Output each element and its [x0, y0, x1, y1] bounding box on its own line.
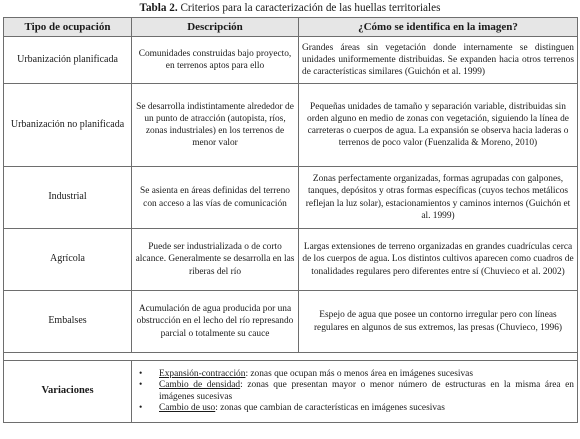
variation-text: : zonas que ocupan más o menos área en imágenes sucesivas	[245, 369, 473, 380]
spacer-cell	[4, 353, 578, 361]
table-row	[4, 37, 578, 84]
variation-term: Cambio de densidad	[159, 380, 241, 391]
caption-label: Tabla 2.	[139, 2, 178, 14]
bullet-icon: •	[139, 402, 143, 413]
table-row	[4, 84, 578, 167]
variation-term: Expansión-contracción	[159, 369, 246, 380]
variation-text: : zonas que presentan mayor o menor número de estructuras en la misma área en imágenes sucesivas	[159, 380, 574, 402]
variation-term: Cambio de uso	[159, 402, 216, 413]
row-type: Agrícola	[4, 229, 132, 291]
caption-text: Criterios para la caracterización de las huellas territoriales	[180, 2, 441, 14]
row-identification: Zonas perfectamente organizadas, formas agrupadas con galpones, tanques, depósitos y otras formas específicas (cuyos techos metálicos reflejan la luz solar), estacionamientos y caminos internos (Guichón et al. 1999)	[299, 167, 578, 229]
header-description: Descripción	[132, 18, 299, 37]
row-type: Urbanización planificada	[4, 37, 132, 84]
header-identification: ¿Cómo se identifica en la imagen?	[299, 18, 578, 37]
variations-row	[4, 361, 578, 423]
list-item	[135, 403, 574, 414]
table-row	[4, 291, 578, 353]
criteria-table	[3, 17, 578, 423]
variations-list-cell	[132, 361, 578, 423]
variations-label: Variaciones	[4, 361, 132, 423]
row-identification: Pequeñas unidades de tamaño y separación variable, distribuidas sin orden alguno en medio de zonas con vegetación, siguiendo la línea de carreteras o cuerpos de agua. La expansión se observa hacia laderas o terrenos de poco valor (Fuenzalida & Moreno, 2010)	[299, 84, 578, 167]
row-identification: Espejo de agua que posee un contorno irregular pero con líneas regulares en algunos de sus extremos, las presas (Chuvieco, 1996)	[299, 291, 578, 353]
row-description: Comunidades construidas bajo proyecto, en terrenos aptos para ello	[132, 37, 299, 84]
table-caption	[0, 2, 580, 15]
row-type: Embalses	[4, 291, 132, 353]
spacer-row	[4, 353, 578, 361]
row-description: Acumulación de agua producida por una obstrucción en el lecho del río represando parcial o totalmente su cauce	[132, 291, 299, 353]
row-identification: Grandes áreas sin vegetación donde internamente se distinguen unidades uniformemente distribuidas. Se expanden hacia otros terrenos de características similares (Guichón et al. 1999)	[299, 37, 578, 84]
bullet-icon: •	[139, 380, 143, 391]
table-row	[4, 167, 578, 229]
row-type: Urbanización no planificada	[4, 84, 132, 167]
header-type: Tipo de ocupación	[4, 18, 132, 37]
bullet-icon: •	[139, 369, 143, 380]
variation-text: : zonas que cambian de características en imágenes sucesivas	[215, 402, 445, 413]
table-row	[4, 229, 578, 291]
row-type: Industrial	[4, 167, 132, 229]
row-description: Se asienta en áreas definidas del terreno con acceso a las vías de comunicación	[132, 167, 299, 229]
header-row	[4, 18, 578, 37]
row-description: Puede ser industrializada o de corto alcance. Generalmente se desarrolla en las riberas del río	[132, 229, 299, 291]
row-description: Se desarrolla indistintamente alrededor de un punto de atracción (autopista, ríos, zonas industriales) en los terrenos de menor valor	[132, 84, 299, 167]
list-item	[135, 380, 574, 402]
list-item	[135, 369, 574, 380]
variations-list	[135, 369, 574, 414]
row-identification: Largas extensiones de terreno organizadas en grandes cuadrículas cerca de los cuerpos de agua. Los distintos cultivos aparecen como cuadros de tonalidades regulares pero diferentes entre sí (Chuvieco et al. 2002)	[299, 229, 578, 291]
